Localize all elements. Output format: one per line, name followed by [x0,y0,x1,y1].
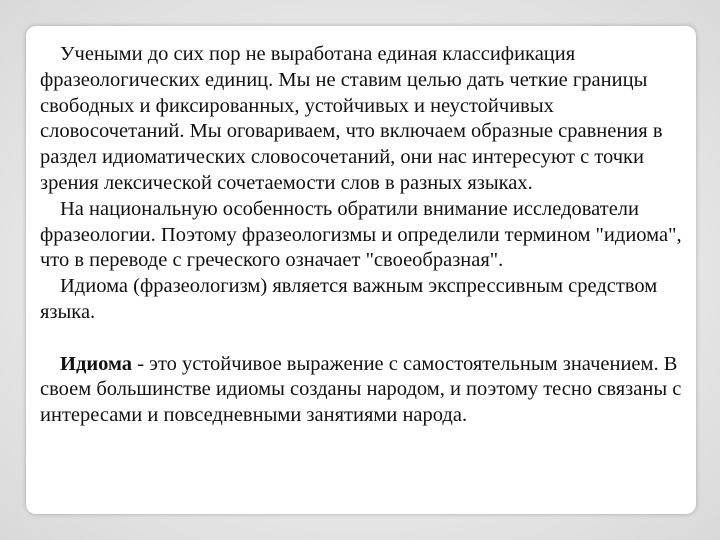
paragraph-idiom-definition [40,352,690,429]
paragraph-idiom-expressive: Идиома (фразеологизм) является важным экспрессивным средством языка. [40,275,658,323]
slide-text [40,42,690,429]
definition-text: - это устойчивое выражение с самостоятельным значением. В своем большинстве идиомы созданы народом, и поэтому тесно связаны с интересами и повседневными занятиями народа. [40,352,682,427]
paragraph-gap [40,326,690,352]
definition-term: Идиома [60,352,133,375]
paragraph-national-features: На национальную особенность обратили внимание исследователи фразеологии. Поэтому фразеологизмы и определили термином "идиома", что в переводе с греческого означает "своеобразная". [40,197,682,272]
paragraph-classification: Учеными до сих пор не выработана единая классификация фразеологических единиц. Мы не ставим целью дать четкие границы свободных и фиксированных, устойчивых и неустойчивых словосочетаний. Мы оговариваем, что включаем образные сравнения в раздел идиоматических словосочетаний, они нас интересуют с точки зрения лексической сочетаемости слов в разных языках. [40,43,663,194]
